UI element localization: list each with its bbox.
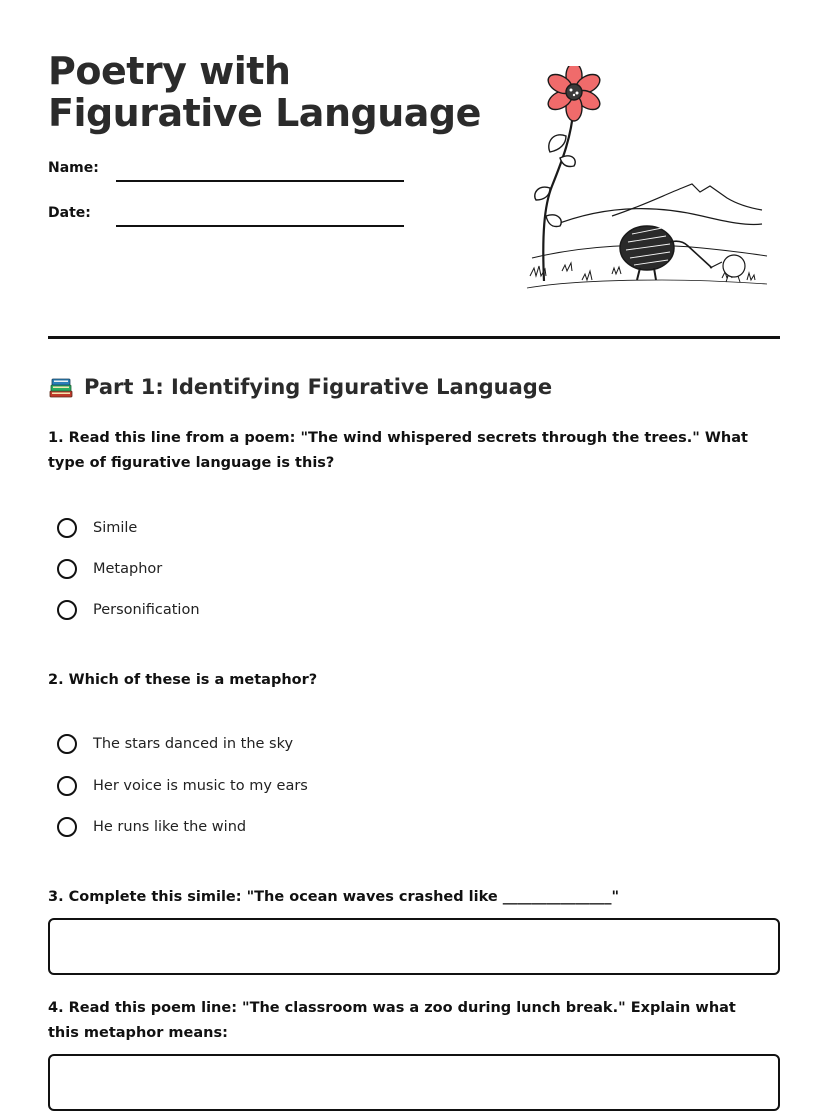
name-label: Name: bbox=[48, 160, 99, 176]
q1-option-personification[interactable] bbox=[57, 600, 200, 620]
q1-option-metaphor[interactable] bbox=[57, 559, 162, 579]
option-label: The stars danced in the sky bbox=[93, 736, 294, 752]
q2-option-1[interactable] bbox=[57, 734, 293, 754]
date-field[interactable] bbox=[116, 225, 404, 227]
name-field[interactable] bbox=[116, 180, 404, 182]
q2-option-3[interactable] bbox=[57, 817, 246, 837]
question-3-text: 3. Complete this simile: "The ocean waves crashed like _______________" bbox=[48, 889, 620, 905]
flower-kiwi-illustration bbox=[522, 66, 772, 298]
radio-button[interactable] bbox=[57, 559, 77, 579]
question-2-text: 2. Which of these is a metaphor? bbox=[48, 672, 318, 688]
option-label: Personification bbox=[93, 602, 200, 618]
worksheet-title: Poetry with Figurative Language bbox=[48, 49, 481, 135]
header-divider bbox=[48, 336, 780, 339]
question-4-text: 4. Read this poem line: "The classroom was a zoo during lunch break." Explain what this metaphor means: bbox=[48, 1000, 736, 1041]
radio-button[interactable] bbox=[57, 776, 77, 796]
part1-title: Part 1: Identifying Figurative Language bbox=[84, 375, 553, 399]
question-1-text: 1. Read this line from a poem: "The wind whispered secrets through the trees." What type of figurative language is this? bbox=[48, 430, 748, 471]
option-label: Simile bbox=[93, 520, 138, 536]
option-label: He runs like the wind bbox=[93, 819, 247, 835]
date-label: Date: bbox=[48, 205, 91, 221]
radio-button[interactable] bbox=[57, 817, 77, 837]
q1-option-simile[interactable] bbox=[57, 518, 137, 538]
option-label: Metaphor bbox=[93, 561, 163, 577]
part1-heading bbox=[48, 374, 552, 400]
radio-button[interactable] bbox=[57, 600, 77, 620]
question-3-answer-box[interactable] bbox=[48, 918, 780, 975]
books-icon bbox=[48, 374, 74, 400]
radio-button[interactable] bbox=[57, 734, 77, 754]
radio-button[interactable] bbox=[57, 518, 77, 538]
question-4-answer-box[interactable] bbox=[48, 1054, 780, 1111]
option-label: Her voice is music to my ears bbox=[93, 778, 308, 794]
q2-option-2[interactable] bbox=[57, 776, 308, 796]
